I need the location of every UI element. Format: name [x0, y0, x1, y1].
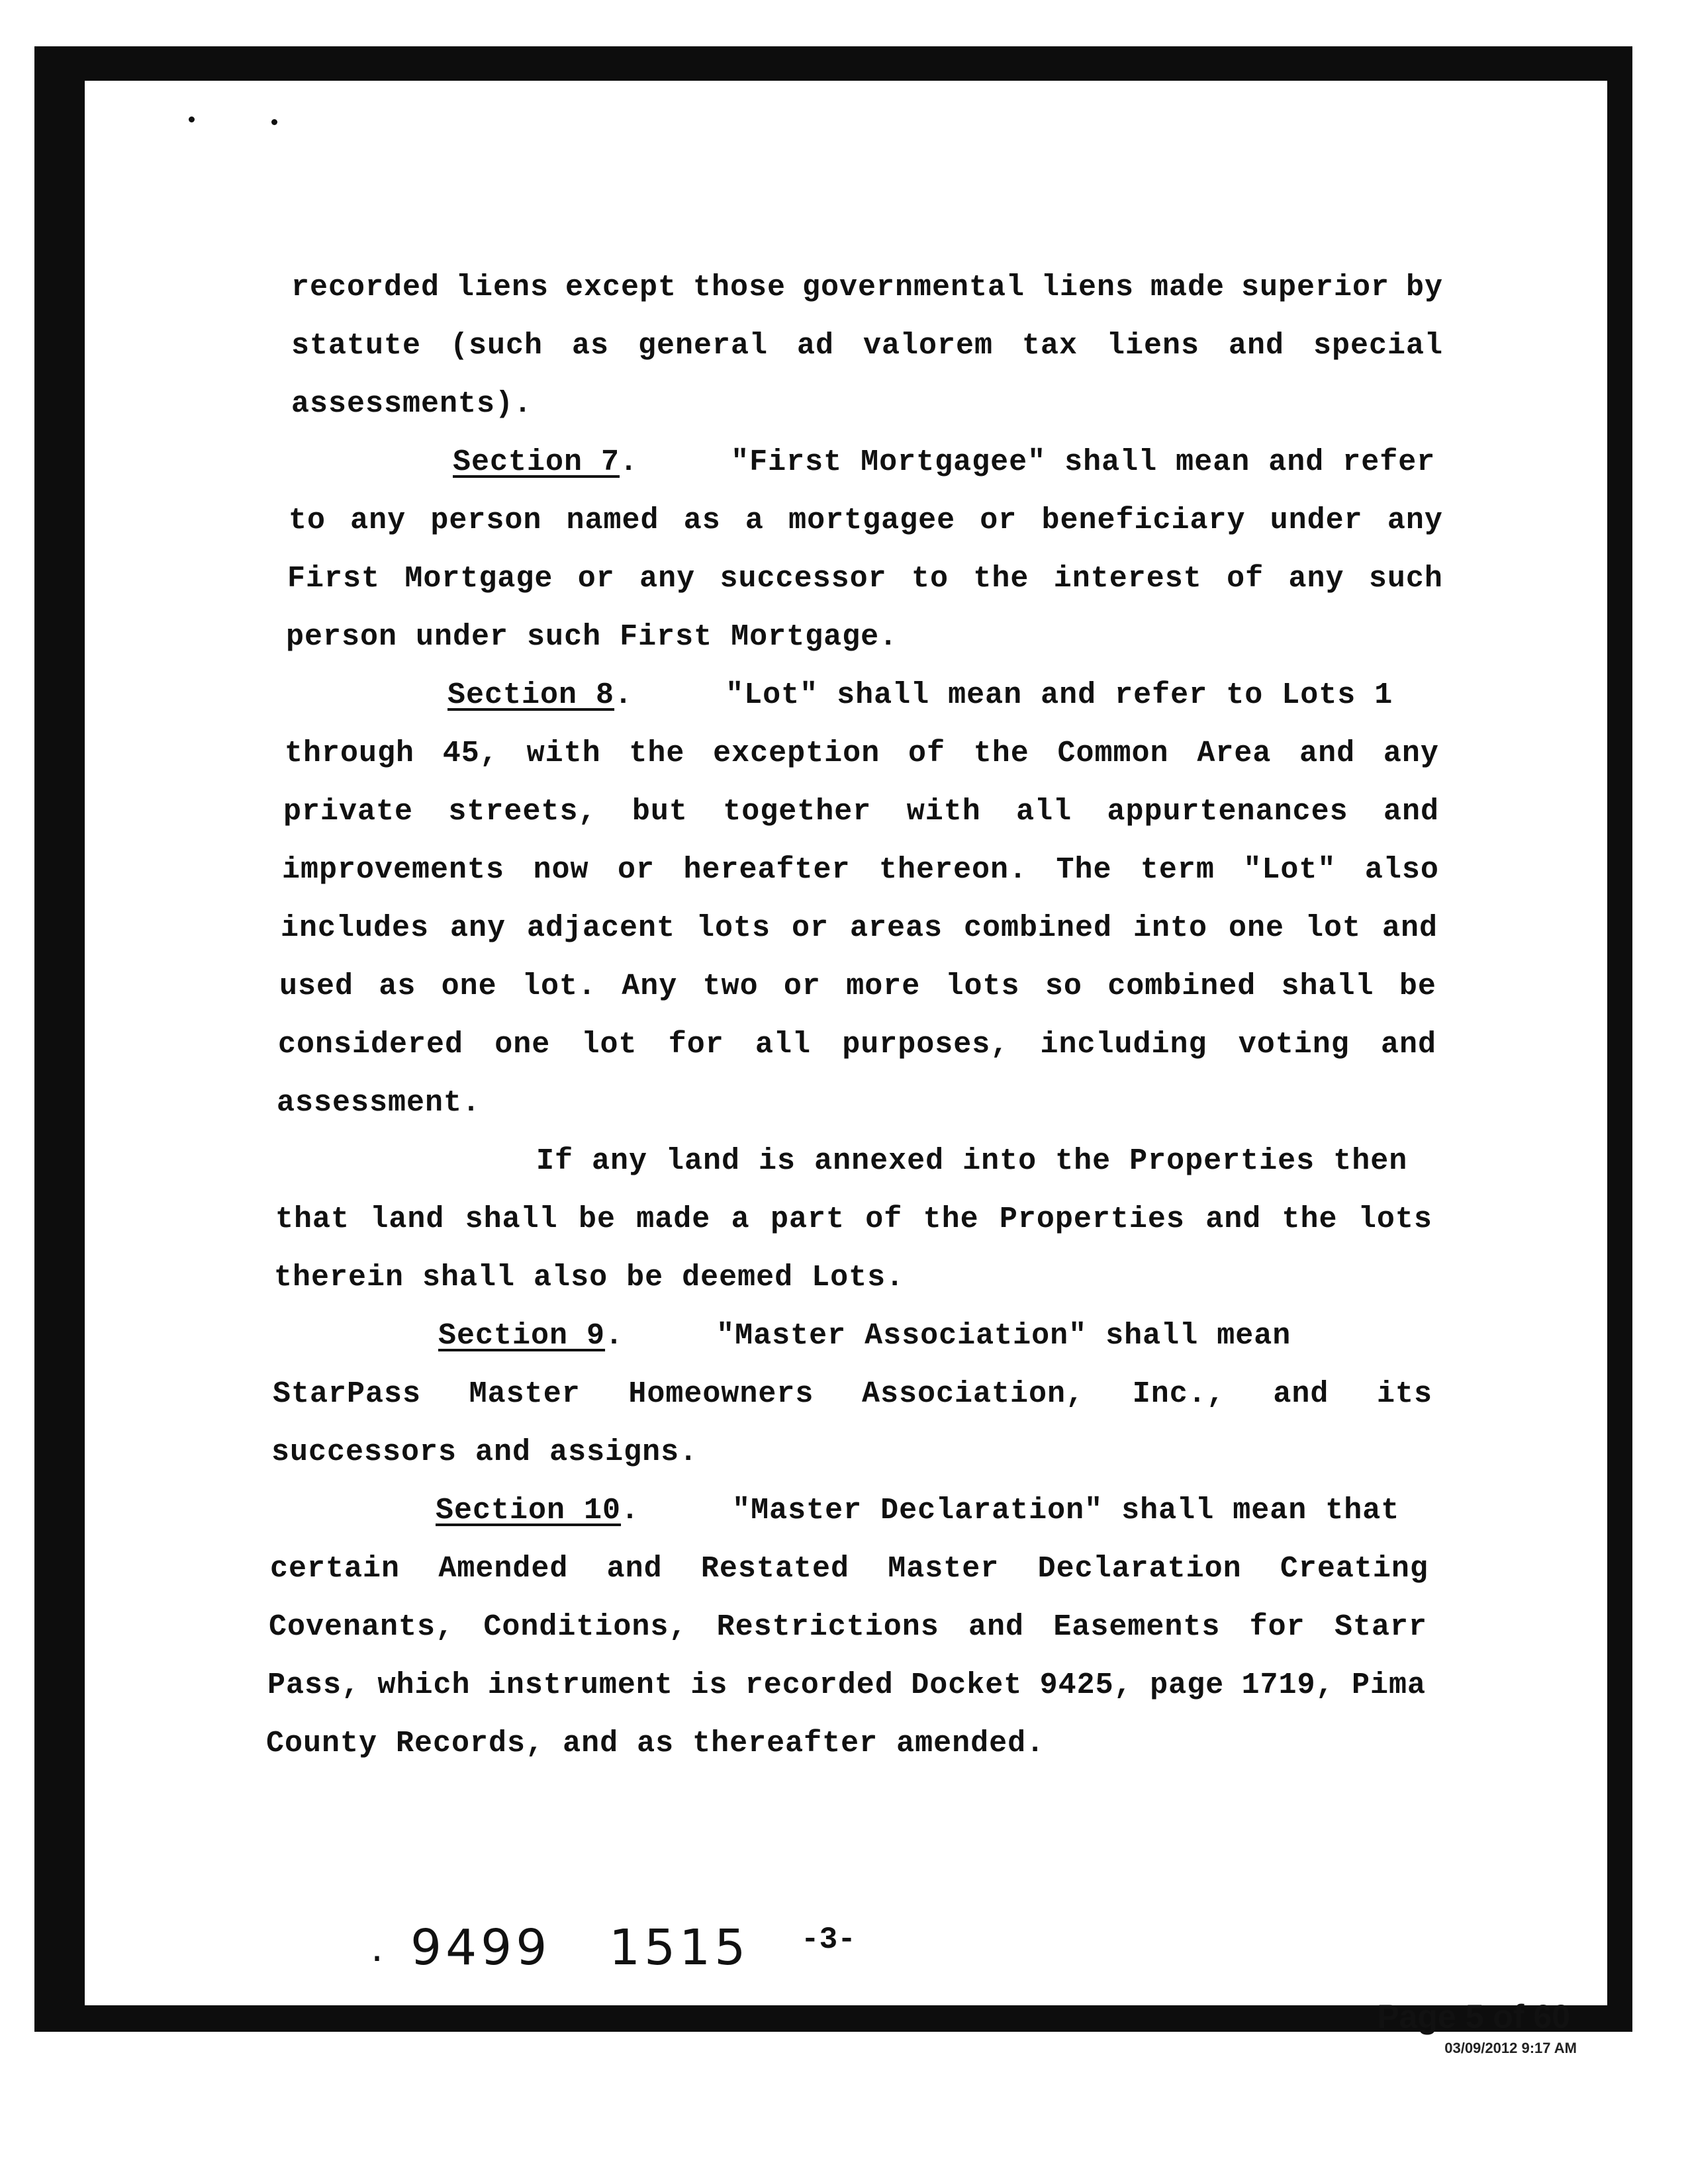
body-line: used as one lot. Any two or more lots so combined shall be [279, 970, 1436, 1003]
body-line: through 45, with the exception of the Common Area and any [285, 737, 1439, 770]
body-line: that land shall be made a part of the Properties and the lots [275, 1203, 1432, 1236]
body-line: "Master Declaration" shall mean that [732, 1494, 1400, 1527]
body-line: StarPass Master Homeowners Association, Inc., and its [273, 1377, 1432, 1411]
body-line: Covenants, Conditions, Restrictions and Easements for Starr [269, 1610, 1427, 1644]
body-line: considered one lot for all purposes, including voting and [278, 1028, 1436, 1062]
body-line: "First Mortgagee" shall mean and refer [731, 445, 1436, 479]
body-line: "Master Association" shall mean [716, 1319, 1291, 1353]
section-10-label: Section 10 [436, 1494, 622, 1527]
scan-speck [189, 116, 195, 122]
body-line: therein shall also be deemed Lots. [274, 1261, 905, 1295]
body-line: assessment. [277, 1086, 481, 1120]
body-line: assessments). [291, 387, 533, 421]
section-9-label: Section 9 [438, 1319, 606, 1353]
body-line: successors and assigns. [271, 1435, 698, 1469]
body-line: Pass, which instrument is recorded Docket 9425, page 1719, Pima [267, 1668, 1426, 1702]
body-line: includes any adjacent lots or areas combined into one lot and [281, 911, 1438, 945]
page-reference: 1515 [609, 1919, 750, 1976]
body-line: County Records, and as thereafter amended. [266, 1727, 1045, 1760]
body-line: improvements now or hereafter thereon. The term "Lot" also [282, 853, 1439, 887]
body-line: recorded liens except those governmental liens made superior by [291, 271, 1443, 304]
body-line: If any land is annexed into the Properties then [536, 1144, 1408, 1178]
recording-numbers: . 9499 1515 [371, 1919, 750, 1976]
body-line: statute (such as general ad valorem tax liens and special [291, 329, 1443, 363]
section-heading: Section 9. "Master Association" shall mean [438, 1319, 1291, 1353]
body-line: "Lot" shall mean and refer to Lots 1 [726, 678, 1393, 712]
page-count-stamp: Page 5 of 60 [1377, 1998, 1570, 2035]
section-8-label: Section 8 [447, 678, 615, 712]
section-7-label: Section 7 [453, 445, 620, 479]
body-line: certain Amended and Restated Master Declaration Creating [270, 1552, 1429, 1586]
scan-speck [271, 119, 277, 125]
body-line: First Mortgage or any successor to the interest of any such [287, 562, 1443, 596]
body-line: private streets, but together with all appurtenances and [283, 795, 1439, 829]
page-number: -3- [801, 1923, 856, 1957]
section-heading: Section 8. "Lot" shall mean and refer to Lots 1 [447, 678, 1393, 712]
section-heading: Section 7. "First Mortgagee" shall mean and refer [453, 445, 1436, 479]
timestamp-stamp: 03/09/2012 9:17 AM [1444, 2040, 1577, 2056]
docket-number: 9499 [410, 1919, 551, 1976]
section-heading: Section 10. "Master Declaration" shall mean that [436, 1494, 1400, 1527]
body-line: person under such First Mortgage. [286, 620, 898, 654]
body-line: to any person named as a mortgagee or beneficiary under any [289, 504, 1443, 537]
